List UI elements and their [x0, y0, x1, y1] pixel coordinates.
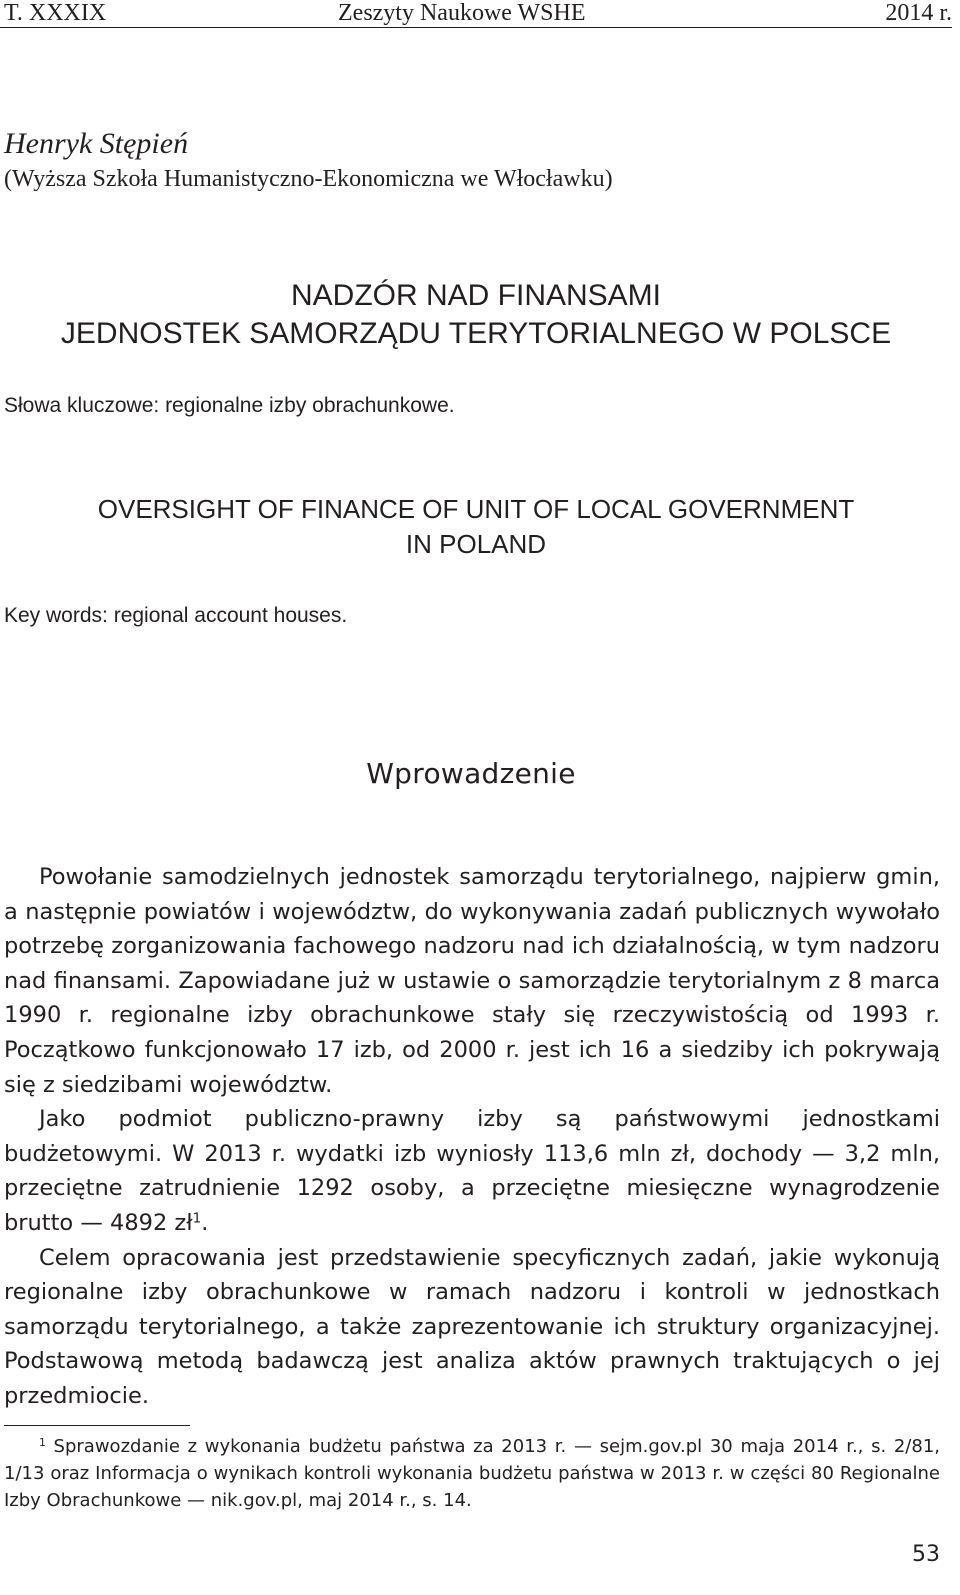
header-volume: T. XXXIX — [4, 0, 107, 26]
footnote-marker: 1 — [39, 1436, 46, 1450]
paragraph-2-end: . — [201, 1209, 209, 1236]
paragraph-2 — [4, 1102, 940, 1240]
header-year: 2014 r. — [885, 0, 952, 26]
footnote-text: Sprawozdanie z wykonania budżetu państwa za 2013 r. — sejm.gov.pl 30 maja 2014 r., s. 2/81, 1/13 oraz Informacja o wynikach kontroli wykonania budżetu państwa w 2013 r. w części 80 Regionalne Izby Obrachunkowe — nik.gov.pl, maj 2014 r., s. 14. — [4, 1436, 940, 1511]
title-en-line-2: IN POLAND — [405, 529, 547, 559]
article-title-en — [0, 492, 952, 562]
author-affiliation: (Wyższa Szkoła Humanistyczno-Ekonomiczna we Włocławku) — [4, 166, 613, 192]
keywords-en: Key words: regional account houses. — [4, 604, 348, 627]
author-name: Henryk Stępień — [4, 127, 189, 160]
article-title-pl — [0, 277, 952, 353]
footnote-divider — [4, 1425, 190, 1426]
paragraph-1: Powołanie samodzielnych jednostek samorządu terytorialnego, najpierw gmin, a następnie powiatów i województw, do wykonywania zadań publicznych wywołało potrzebę zorganizowania fachowego nadzoru nad ich działalnością, w tym nadzoru nad finansami. Zapowiadane już w ustawie o samorządzie terytorialnym z 8 marca 1990 r. regionalne izby obrachunkowe stały się rzeczywistością od 1993 r. Początkowo funkcjonowało 17 izb, od 2000 r. jest ich 16 a siedziby ich pokrywają się z siedzibami województw. — [4, 864, 940, 1098]
paragraph-2-text: Jako podmiot publiczno-prawny izby są państwowymi jednostkami budżetowymi. W 2013 r. wydatki izb wyniosły 113,6 mln zł, dochody — 3,2 mln, przeciętne zatrudnienie 1292 osoby, a przeciętne miesięczne wynagrodzenie brutto — 4892 zł — [4, 1106, 940, 1236]
running-header — [0, 0, 952, 28]
header-journal: Zeszyty Naukowe WSHE — [338, 0, 586, 26]
section-heading: Wprowadzenie — [366, 757, 576, 790]
title-pl-line-1: NADZÓR NAD FINANSAMI — [290, 279, 662, 312]
page-number: 53 — [912, 1542, 940, 1567]
paragraph-3: Celem opracowania jest przedstawienie specyficznych zadań, jakie wykonują regionalne izby obrachunkowe w ramach nadzoru i kontroli w jednostkach samorządu terytorialnego, a także zaprezentowanie ich struktury organizacyjnej. Podstawową metodą badawczą jest analiza aktów prawnych traktujących o jej przedmiocie. — [4, 1244, 940, 1409]
body-text — [4, 860, 940, 1414]
keywords-pl: Słowa kluczowe: regionalne izby obrachunkowe. — [4, 394, 455, 417]
title-en-line-1: OVERSIGHT OF FINANCE OF UNIT OF LOCAL GOVERNMENT — [97, 494, 855, 524]
footnote-reference[interactable]: 1 — [192, 1210, 202, 1227]
footnote — [4, 1433, 940, 1514]
title-pl-line-2: JEDNOSTEK SAMORZĄDU TERYTORIALNEGO W POLSCE — [60, 317, 892, 350]
